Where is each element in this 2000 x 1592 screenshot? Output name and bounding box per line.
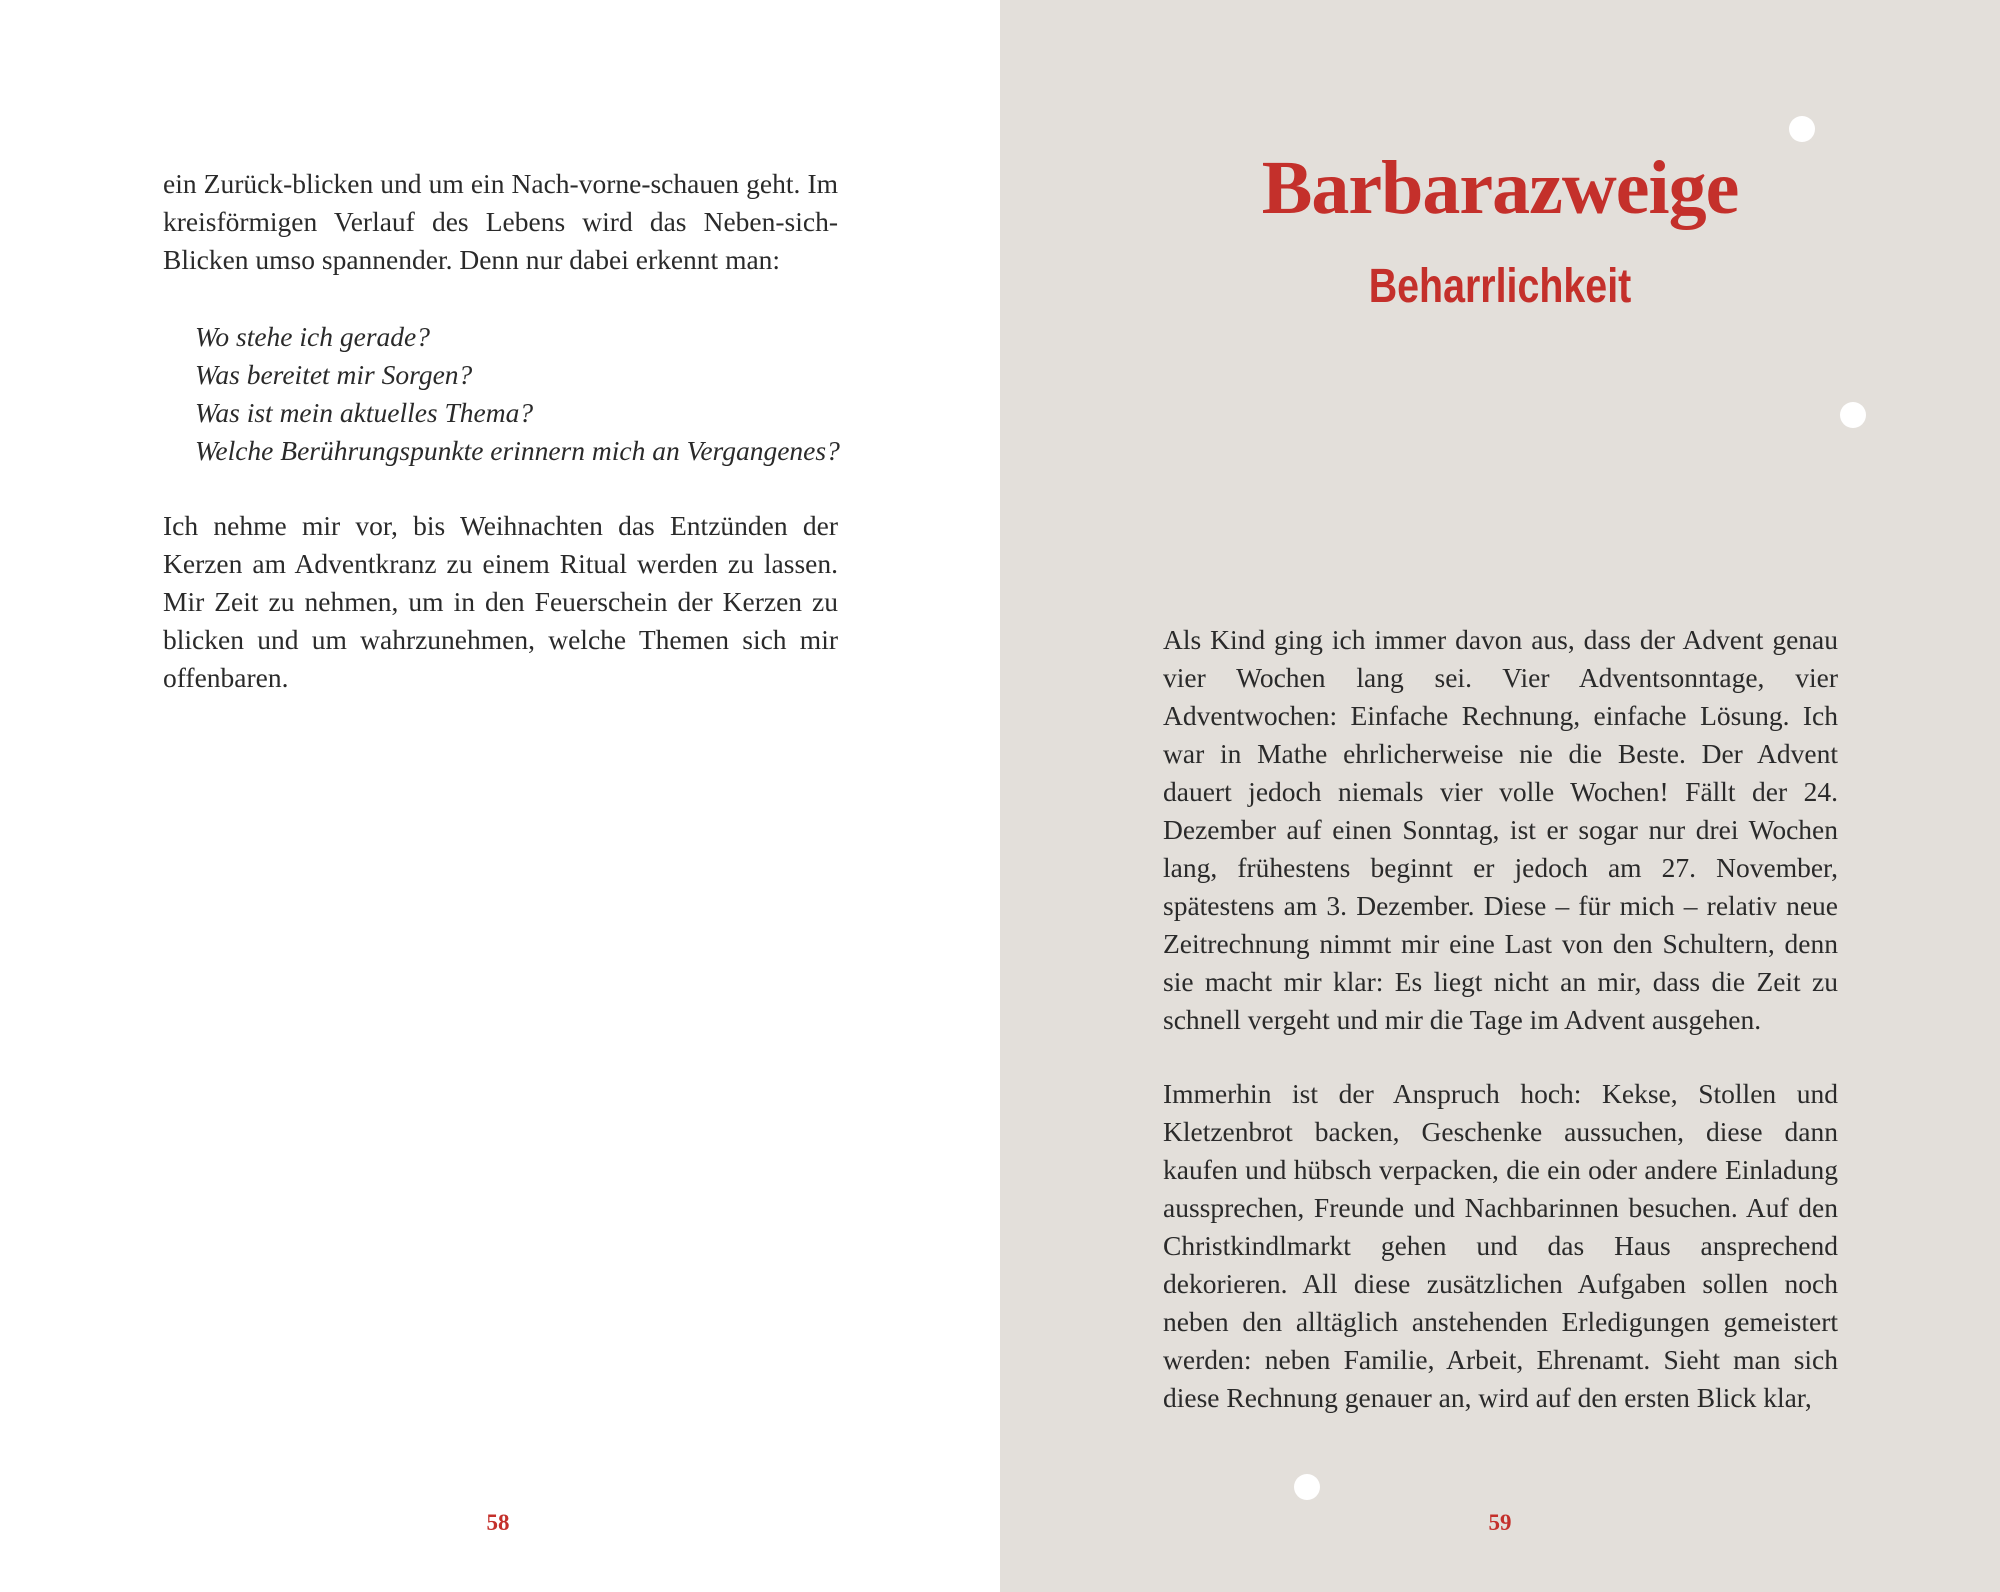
question-item: Wo stehe ich gerade? [195, 321, 430, 352]
left-page-paragraph-2 [163, 507, 838, 697]
page-number-right: 59 [1488, 1510, 1512, 1535]
reflection-questions [195, 318, 855, 470]
decorative-snow-dot [1294, 1474, 1320, 1500]
question-item: Was ist mein aktuelles Thema? [195, 397, 534, 428]
page-number-left: 58 [486, 1510, 510, 1535]
chapter-subtitle: Beharrlichkeit [1368, 260, 1632, 313]
right-page [1000, 0, 2000, 1592]
question-item: Was bereitet mir Sorgen? [195, 359, 473, 390]
decorative-snow-dot [1840, 402, 1866, 428]
chapter-title: Barbarazweige [1261, 146, 1739, 230]
paragraph-text: Immerhin ist der Anspruch hoch: Kekse, Stollen und Kletzenbrot backen, Geschenke aussuchen, diese dann kaufen und hübsch verpacken, die ein oder andere Einladung aussprechen, Freunde und Nachbarinnen besuchen. Auf den Christkindlmarkt gehen und das Haus ansprechend dekorieren. All diese zusätzlichen Aufgaben sollen noch neben den alltäglich anstehenden Erledigungen gemeistert werden: neben Familie, Arbeit, Ehrenamt. Sieht man sich diese Rechnung genauer an, wird auf den ersten Blick klar, [1163, 1078, 1838, 1413]
question-item: Welche Berührungspunkte erinnern mich an Vergangenes? [195, 435, 840, 466]
right-page-paragraph-1 [1163, 621, 1838, 1039]
paragraph-text: Als Kind ging ich immer davon aus, dass der Advent genau vier Wochen lang sei. Vier Adventsonntage, vier Adventwochen: Einfache Rechnung, einfache Lösung. Ich war in Mathe ehrlicherweise nie die Beste. Der Advent dauert jedoch niemals vier volle Wochen! Fällt der 24. Dezember auf einen Sonntag, ist er sogar nur drei Wochen lang, frühestens beginnt er jedoch am 27. November, spätestens am 3. Dezember. Diese – für mich – relativ neue Zeitrechnung nimmt mir eine Last von den Schultern, denn sie macht mir klar: Es liegt nicht an mir, dass die Zeit zu schnell vergeht und mir die Tage im Advent ausgehen. [1163, 624, 1838, 1035]
paragraph-text: ein Zurück-blicken und um ein Nach-vorne-schauen geht. Im kreisförmigen Verlauf des Lebens wird das Neben-sich-Blicken umso spannender. Denn nur dabei erkennt man: [163, 168, 838, 275]
right-page-paragraph-2 [1163, 1075, 1838, 1417]
paragraph-text: Ich nehme mir vor, bis Weihnachten das Entzünden der Kerzen am Adventkranz zu einem Ritual werden zu lassen. Mir Zeit zu nehmen, um in den Feuerschein der Kerzen zu blicken und um wahrzunehmen, welche Themen sich mir offenbaren. [163, 510, 838, 693]
left-page-paragraph-1 [163, 165, 838, 279]
